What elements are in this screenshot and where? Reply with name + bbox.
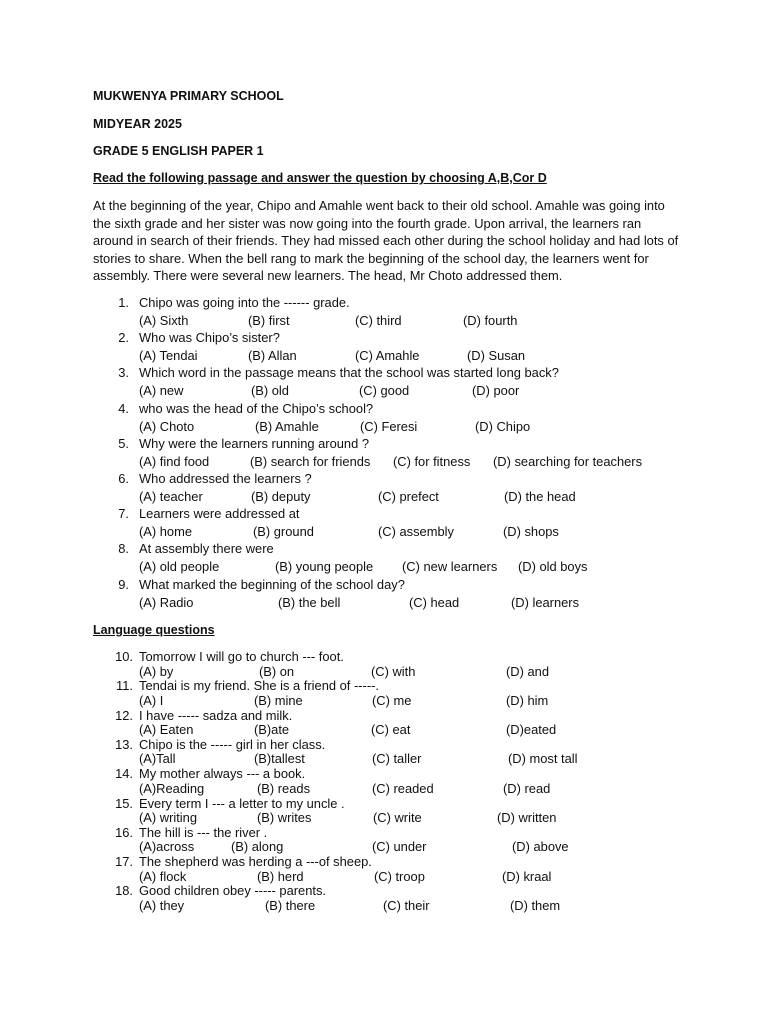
language-section-title: Language questions [93, 623, 215, 637]
option-c[interactable]: (C) taller [372, 751, 422, 767]
option-c[interactable]: (C) third [355, 313, 402, 328]
option-d[interactable]: (D) above [512, 839, 569, 855]
question-stem: Why were the learners running around ? [139, 435, 370, 451]
question-stem: Every term I --- a letter to my uncle . [139, 795, 345, 811]
question-stem: Who addressed the learners ? [139, 471, 312, 486]
option-b[interactable]: (B) the bell [278, 594, 341, 610]
question-stem: Who was Chipo’s sister? [139, 330, 280, 346]
option-a[interactable]: (A) Tendai [139, 348, 198, 364]
question-number: 9. [118, 576, 129, 592]
option-b[interactable]: (B) Allan [248, 348, 297, 364]
question-stem: Chipo is the ----- girl in her class. [139, 736, 326, 752]
question-number: 5. [118, 435, 129, 451]
question-stem: Chipo was going into the ------ grade. [139, 295, 350, 310]
option-d[interactable]: (D) poor [472, 383, 520, 399]
option-b[interactable]: (B) herd [257, 868, 304, 884]
option-a[interactable]: (A)Reading [139, 780, 205, 796]
question-stem: What marked the beginning of the school day? [139, 576, 405, 592]
question-number: 12. [115, 707, 133, 723]
option-c[interactable]: (C) head [409, 594, 460, 610]
question-stem: Tomorrow I will go to church --- foot. [139, 649, 344, 664]
option-b[interactable]: (B) search for friends [250, 453, 371, 469]
option-b[interactable]: (B) first [248, 313, 290, 328]
option-a[interactable]: (A) they [139, 897, 185, 913]
option-b[interactable]: (B) on [259, 663, 295, 679]
option-b[interactable]: (B) ground [253, 524, 314, 540]
option-d[interactable]: (D) Chipo [475, 418, 531, 434]
question-stem: At assembly there were [139, 541, 274, 557]
option-c[interactable]: (C) good [359, 383, 410, 399]
option-a[interactable]: (A) find food [139, 453, 210, 469]
option-a[interactable]: (A)Tall [139, 751, 176, 767]
option-d[interactable]: (D) them [510, 897, 561, 913]
option-a[interactable]: (A) I [139, 692, 164, 708]
question-number: 10. [115, 649, 133, 664]
option-c[interactable]: (C) Feresi [360, 418, 418, 434]
option-a[interactable]: (A) Choto [139, 418, 195, 434]
option-c[interactable]: (C) assembly [378, 524, 454, 540]
question-number: 11. [116, 678, 133, 694]
option-d[interactable]: (D) learners [511, 594, 580, 610]
option-d[interactable]: (D) written [497, 810, 557, 825]
option-c[interactable]: (C) readed [372, 780, 434, 796]
option-b[interactable]: (B) reads [257, 780, 311, 796]
option-b[interactable]: (B) mine [254, 692, 303, 708]
question-number: 4. [118, 400, 129, 416]
option-c[interactable]: (C) for fitness [393, 453, 471, 469]
question-stem: Learners were addressed at [139, 506, 300, 522]
option-d[interactable]: (D) fourth [463, 313, 518, 328]
question-number: 1. [118, 295, 129, 310]
option-c[interactable]: (C) with [371, 663, 416, 679]
option-b[interactable]: (B) along [231, 839, 284, 855]
question-number: 3. [118, 365, 129, 381]
option-c[interactable]: (C) write [373, 810, 422, 825]
reading-passage: At the beginning of the year, Chipo and Amahle went back to their old school. Amahle was going into the sixth grade and her sister was now going into the fourth grade. Upon arrival, the learners ran around in search of their friends. They had missed each other during the school holiday and had lots of stories to share. When the bell rang to mark the beginning of the school day, the learners went for assembly. There were several new learners. The head, Mr Choto addressed them. [93, 198, 679, 284]
option-c[interactable]: (C) me [372, 692, 412, 708]
option-d[interactable]: (D) kraal [502, 868, 552, 884]
question-number: 13. [115, 736, 133, 752]
instruction: Read the following passage and answer the question by choosing A,B,Cor D [93, 171, 547, 185]
exam-term: MIDYEAR 2025 [93, 117, 182, 131]
option-a[interactable]: (A) old people [139, 559, 220, 575]
option-b[interactable]: (B)tallest [254, 751, 305, 767]
option-c[interactable]: (C) under [372, 839, 427, 855]
option-b[interactable]: (B) writes [257, 810, 312, 825]
option-a[interactable]: (A) flock [139, 868, 187, 884]
option-a[interactable]: (A) Radio [139, 594, 194, 610]
question-stem: I have ----- sadza and milk. [139, 707, 293, 723]
option-d[interactable]: (D)eated [506, 722, 557, 738]
option-b[interactable]: (B)ate [254, 722, 290, 738]
question-stem: The shepherd was herding a ---of sheep. [139, 854, 372, 870]
question-number: 8. [118, 541, 129, 557]
question-number: 7. [118, 506, 129, 522]
option-a[interactable]: (A) by [139, 663, 174, 679]
option-d[interactable]: (D) shops [503, 524, 559, 540]
option-b[interactable]: (B) young people [275, 559, 374, 575]
option-c[interactable]: (C) their [383, 897, 430, 913]
option-a[interactable]: (A) Sixth [139, 313, 189, 328]
question-stem: Tendai is my friend. She is a friend of -----. [139, 678, 379, 694]
option-b[interactable]: (B) deputy [251, 489, 311, 504]
question-number: 17. [115, 854, 133, 870]
option-b[interactable]: (B) there [265, 897, 316, 913]
option-d[interactable]: (D) old boys [518, 559, 588, 575]
option-d[interactable]: (D) Susan [467, 348, 526, 364]
question-number: 6. [118, 471, 129, 486]
option-d[interactable]: (D) and [506, 663, 549, 679]
option-b[interactable]: (B) Amahle [255, 418, 319, 434]
option-c[interactable]: (C) prefect [378, 489, 439, 504]
option-a[interactable]: (A) Eaten [139, 722, 194, 738]
question-stem: Good children obey ----- parents. [139, 883, 326, 899]
school-name: MUKWENYA PRIMARY SCHOOL [93, 89, 284, 103]
question-stem: Which word in the passage means that the school was started long back? [139, 365, 559, 381]
option-d[interactable]: (D) read [503, 780, 551, 796]
question-stem: My mother always --- a book. [139, 766, 306, 782]
option-a[interactable]: (A) home [139, 524, 193, 540]
option-d[interactable]: (D) searching for teachers [493, 453, 643, 469]
option-c[interactable]: (C) eat [371, 722, 411, 738]
option-c[interactable]: (C) new learners [402, 559, 498, 575]
option-a[interactable]: (A)across [139, 839, 195, 855]
question-stem: The hill is --- the river . [139, 824, 268, 840]
paper-title: GRADE 5 ENGLISH PAPER 1 [93, 144, 264, 158]
option-a[interactable]: (A) new [139, 383, 184, 399]
option-a[interactable]: (A) writing [139, 810, 198, 825]
option-a[interactable]: (A) teacher [139, 489, 203, 504]
question-number: 18. [115, 883, 133, 899]
option-c[interactable]: (C) Amahle [355, 348, 420, 364]
option-b[interactable]: (B) old [251, 383, 289, 399]
question-stem: who was the head of the Chipo’s school? [139, 400, 374, 416]
option-d[interactable]: (D) most tall [508, 751, 578, 767]
question-number: 14. [115, 766, 133, 782]
option-c[interactable]: (C) troop [374, 868, 425, 884]
question-number: 2. [118, 330, 129, 346]
option-d[interactable]: (D) the head [504, 489, 576, 504]
option-d[interactable]: (D) him [506, 692, 549, 708]
question-number: 16. [115, 824, 133, 840]
question-number: 15. [115, 795, 133, 811]
